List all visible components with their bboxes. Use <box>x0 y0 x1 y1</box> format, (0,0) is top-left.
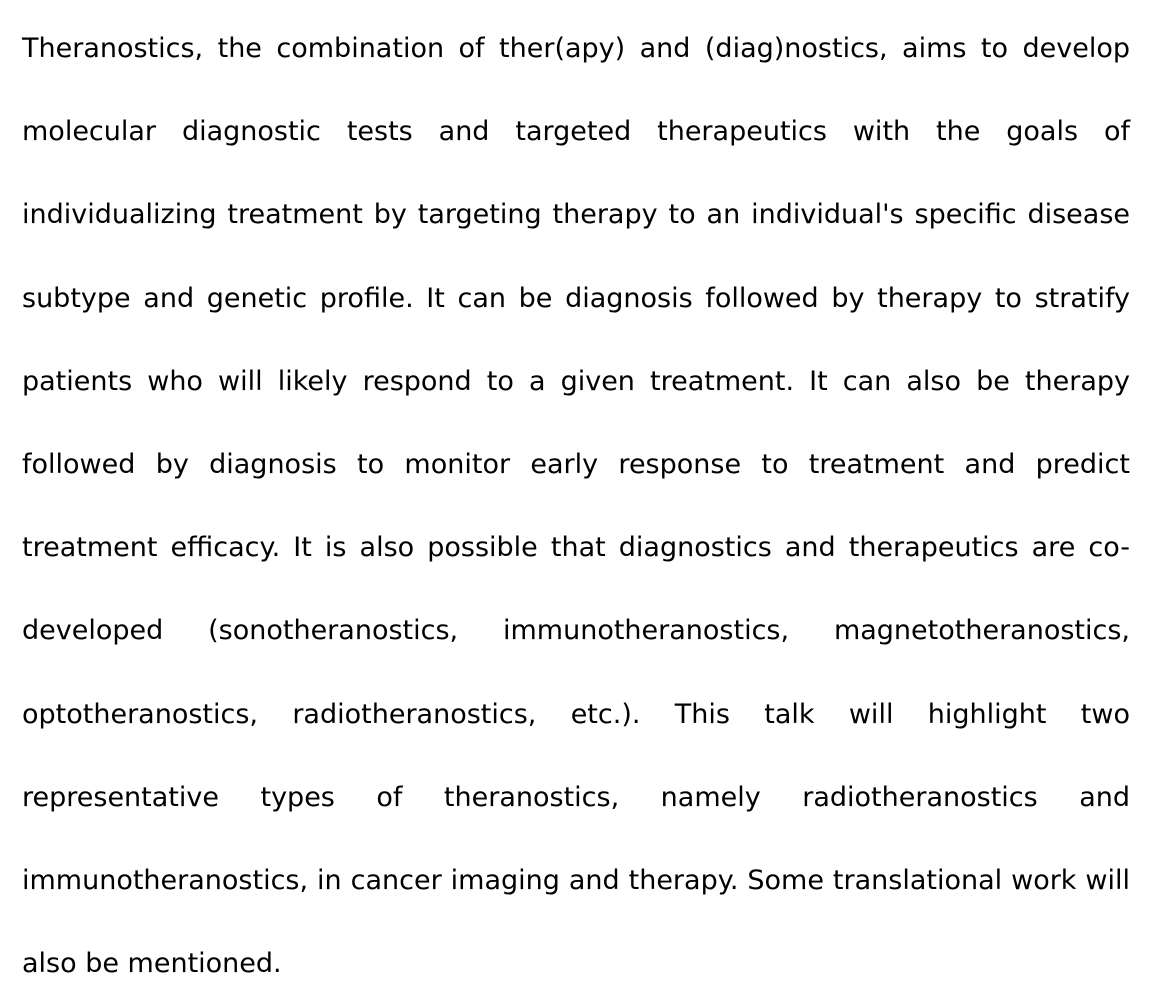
document-page <box>22 0 1130 1005</box>
abstract-paragraph: Theranostics, the combination of ther(apy) and (diag)nostics, aims to develop molecular diagnostic tests and targeted therapeutics with the goals of individualizing treatment by targeting therapy to an individual's specific disease subtype and genetic profile. It can be diagnosis followed by therapy to stratify patients who will likely respond to a given treatment. It can also be therapy followed by diagnosis to monitor early response to treatment and predict treatment efficacy. It is also possible that diagnostics and therapeutics are co-developed (sonotheranostics, immunotheranostics, magnetotheranostics, optotheranostics, radiotheranostics, etc.). This talk will highlight two representative types of theranostics, namely radiotheranostics and immunotheranostics, in cancer imaging and therapy. Some translational work will also be mentioned. <box>22 33 1130 980</box>
